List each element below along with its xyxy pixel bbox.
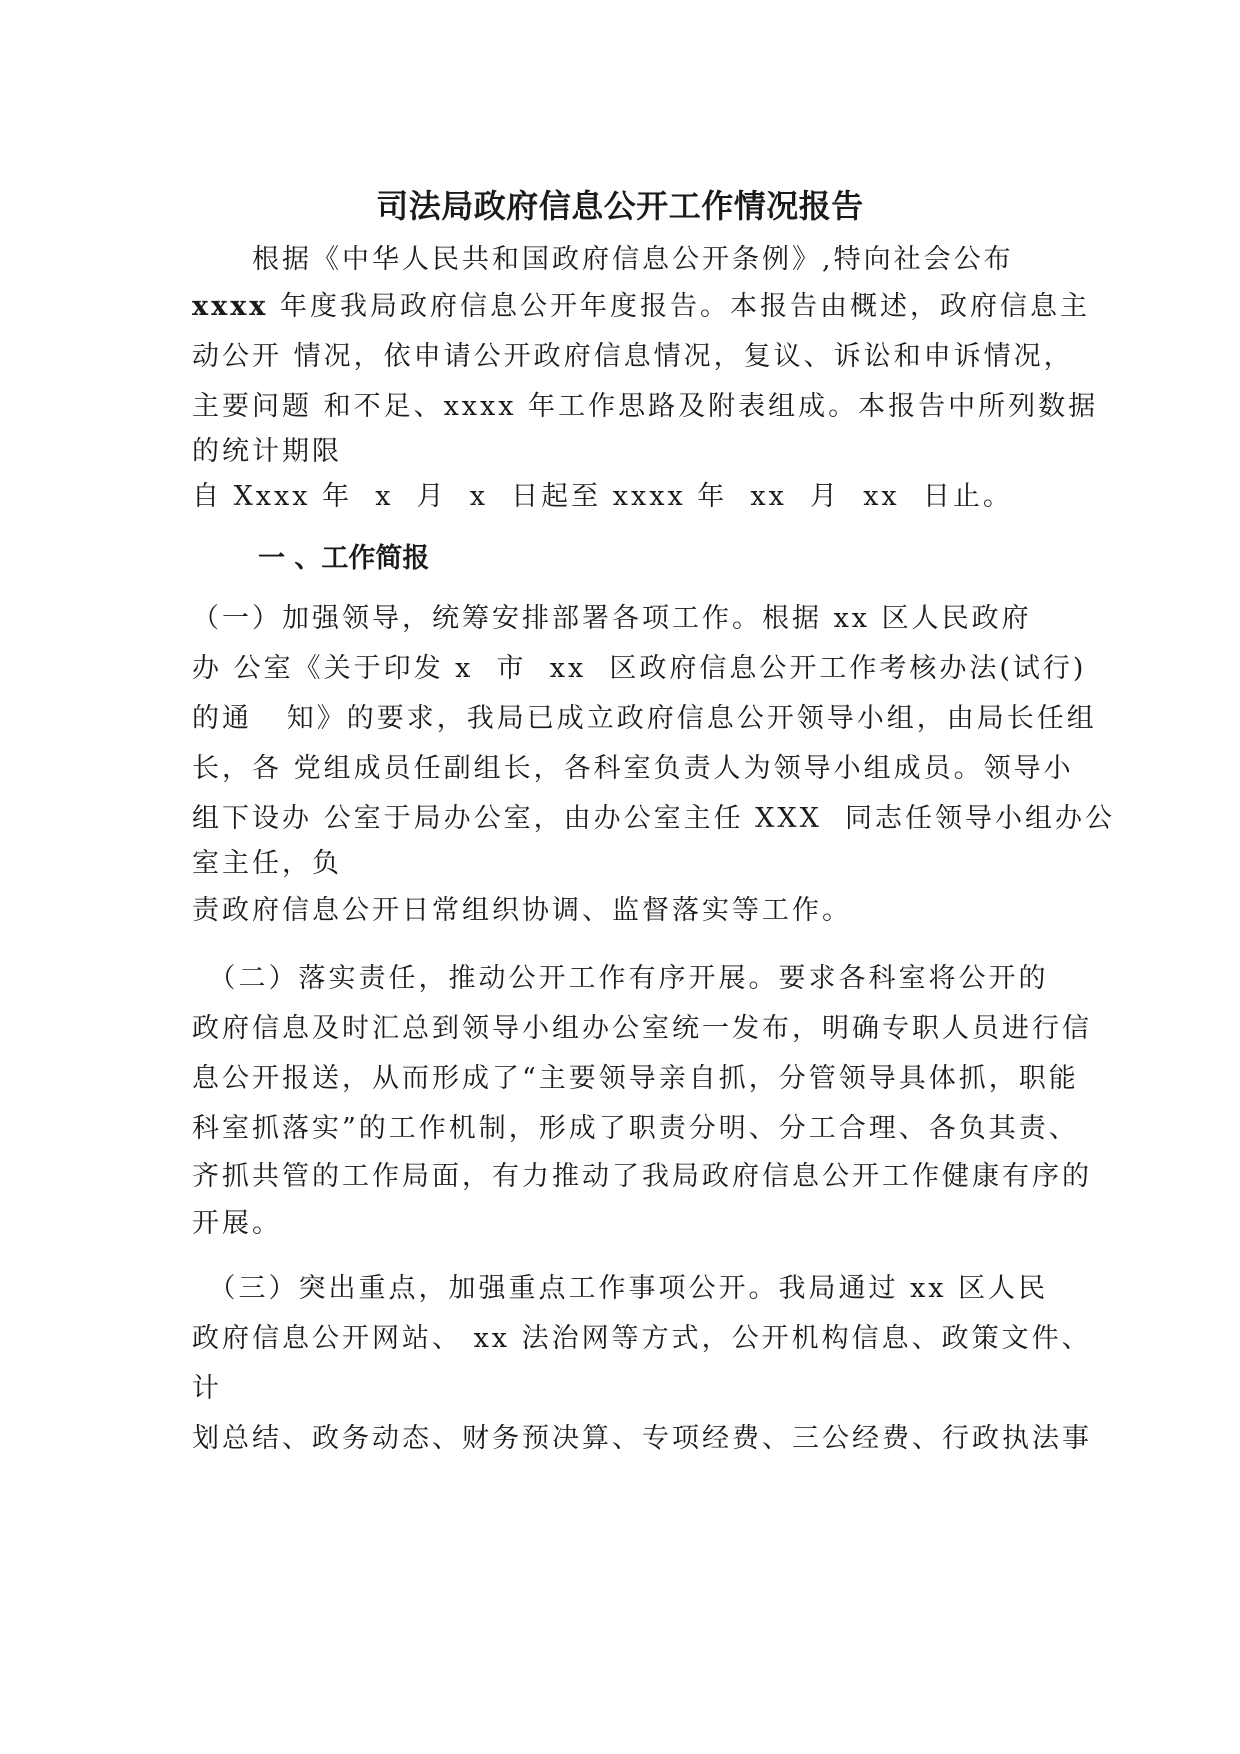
document-title: 司法局政府信息公开工作情况报告 [376, 187, 864, 225]
para1-line-3: 的通 知》的要求，我局已成立政府信息公开领导小组，由局长任组 [192, 703, 1097, 734]
para1-line-5: 组下设办 公室于局办公室，由办公室主任 XXX 同志任领导小组办公 [192, 803, 1115, 834]
para3-line-3: 计 [192, 1373, 222, 1404]
para1-line-7: 责政府信息公开日常组织协调、监督落实等工作。 [192, 895, 852, 926]
para1-line-2: 办 公室《关于印发 x 市 xx 区政府信息公开工作考核办法(试行) [192, 653, 1087, 684]
intro-line-4: 主要问题 和不足、xxxx 年工作思路及附表组成。本报告中所列数据 [192, 391, 1099, 422]
intro-line-5: 的统计期限 [192, 436, 342, 467]
para3-line-2: 政府信息公开网站、 xx 法治网等方式，公开机构信息、政策文件、 [192, 1323, 1092, 1354]
para3-line-4: 划总结、政务动态、财务预决算、专项经费、三公经费、行政执法事 [192, 1423, 1092, 1454]
year-placeholder: xxxx [192, 291, 269, 322]
intro-line-6: 自 Xxxx 年 x 月 x 日起至 xxxx 年 xx 月 xx 日止。 [192, 481, 1013, 512]
para2-line-6: 开展。 [192, 1208, 282, 1239]
para2-line-4: 科室抓落实”的工作机制，形成了职责分明、分工合理、各负其责、 [192, 1113, 1079, 1144]
para3-line-1: （三）突出重点，加强重点工作事项公开。我局通过 xx 区人民 [192, 1273, 1049, 1304]
intro-line-1: 根据《中华人民共和国政府信息公开条例》,特向社会公布 [192, 244, 1014, 275]
intro-line-3: 动公开 情况，依申请公开政府信息情况，复议、诉讼和申诉情况， [192, 341, 1074, 372]
section-heading-work-brief: 一 、工作简报 [258, 543, 430, 574]
intro-line-2-text: 年度我局政府信息公开年度报告。本报告由概述，政府信息主 [268, 291, 1090, 322]
para1-line-6: 室主任，负 [192, 848, 342, 879]
para2-line-1: （二）落实责任，推动公开工作有序开展。要求各科室将公开的 [192, 963, 1049, 994]
para2-line-3: 息公开报送，从而形成了“主要领导亲自抓，分管领导具体抓，职能 [192, 1063, 1079, 1094]
intro-line-2 [192, 289, 1090, 325]
para1-line-4: 长，各 党组成员任副组长，各科室负责人为领导小组成员。领导小 [192, 753, 1074, 784]
para2-line-5: 齐抓共管的工作局面，有力推动了我局政府信息公开工作健康有序的 [192, 1161, 1092, 1192]
para1-line-1: （一）加强领导，统筹安排部署各项工作。根据 xx 区人民政府 [192, 603, 1032, 634]
para2-line-2: 政府信息及时汇总到领导小组办公室统一发布，明确专职人员进行信 [192, 1013, 1092, 1044]
